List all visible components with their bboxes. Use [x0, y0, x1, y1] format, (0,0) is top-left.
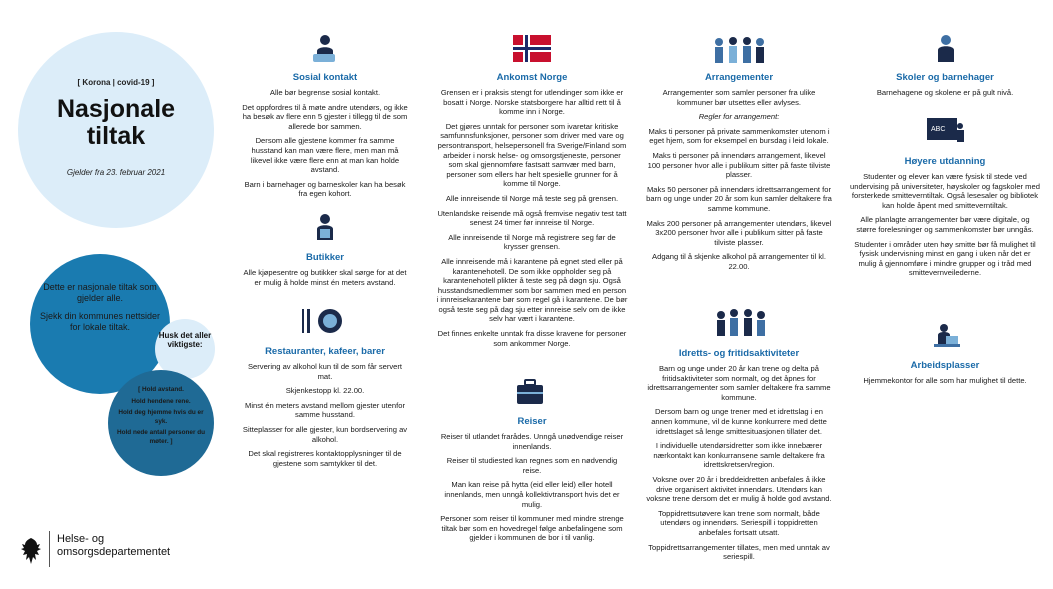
crowd-icon: [710, 34, 768, 64]
blackboard-text: ABC: [931, 126, 946, 133]
section-paragraph: Alle planlagte arrangementer bør være digitale, og større forelesninger og sammenkomster bør unngås.: [856, 215, 1034, 234]
section-title: Høyere utdanning: [904, 156, 986, 167]
section-title: Arbeidsplasser: [910, 360, 980, 371]
section-butikker: [240, 252, 410, 292]
section-paragraph: Toppidrettsutøvere kan trene som normalt, både utendørs og innendørs. Seriespill i toppidretten anbefales fortsatt utsatt.: [658, 508, 820, 537]
info-p2: Sjekk din kommunes nettsider for lokale tiltak.: [39, 311, 161, 332]
tips-list: [112, 386, 210, 449]
norway-flag-icon: [513, 35, 551, 62]
section-arbeidsplasser: [850, 360, 1040, 391]
section-paragraph: Dersom barn og unge trener med et idrettslag i en annen kommune, vil de kunne konkurrere med dette idrettslaget så lenge smittesituasjonen tillater det.: [651, 407, 827, 436]
section-paragraph: Studenter i områder uten høy smitte bør få mulighet til fysisk undervisning minst en gang i uken når det er mulig å gjennomføre i mindre grupper og i tråd med smittevernveilederne.: [854, 239, 1036, 278]
section-paragraph: Sitteplasser for alle gjester, kun bordservering av alkohol.: [242, 424, 408, 444]
section-ankomst-norge: [436, 72, 628, 353]
section-title: Restauranter, kafeer, barer: [265, 346, 385, 357]
info-p1: Dette er nasjonale tiltak som gjelder alle.: [43, 282, 157, 303]
section-title: Sosial kontakt: [292, 72, 358, 83]
section-hoyere-utdanning: [850, 156, 1040, 283]
section-paragraph: Utenlandske reisende må også fremvise negativ test tatt senest 24 timer før innreise til Norge.: [437, 208, 627, 228]
section-paragraph: Grensen er i praksis stengt for utlendinger som ikke er bosatt i Norge. Norske statsborgere har alltid rett til å komme inn i Norge.: [440, 88, 624, 117]
section-paragraph: Minst én meters avstand mellom gjester utenfor samme husstand.: [245, 400, 405, 420]
tip-item: [ Hold avstand.: [138, 386, 184, 393]
child-icon: [932, 32, 960, 64]
team-icon: [712, 306, 770, 338]
section-arrangementer: [646, 72, 832, 277]
logo-divider: [49, 531, 50, 567]
section-title: Ankomst Norge: [496, 72, 568, 83]
section-paragraph: Hjemmekontor for alle som har mulighet til dette.: [863, 376, 1027, 385]
section-paragraph: Studenter og elever kan være fysisk til stede ved undervising på universiteter, høyskoler og fagskoler med forsterkede smitteverntiltak. Også lesesaler og bibliotek kan holde åpent med smitteverntiltak.: [850, 172, 1040, 210]
section-paragraph: Maks ti personer på private sammenkomster utenom i eget hjem, som for eksempel en bursdag i leid lokale.: [648, 126, 830, 146]
section-title: Skoler og barnehager: [896, 72, 994, 83]
section-paragraph: Barn og unge under 20 år kan trene og delta på fritidsaktiviteter som normalt, og det åpnes for idrettsarrangementer som samler deltakere fra samme kommune.: [647, 364, 831, 402]
section-paragraph: Det gjøres unntak for personer som ivaretar kritiske samfunnsfunksjoner, personer som driver med vare og persontransport, helsepersonell fra Sverige/Finland som arbeider i norsk helse- og omsorgstjeneste, personer som skal gjennomføre fastsatt samvær med barn, personer som ellers har helt spesielle grunner for å komme til Norge.: [437, 121, 627, 189]
blackboard-icon: [926, 116, 966, 144]
section-paragraph: Dersom alle gjestene kommer fra samme husstand kan man være flere, men man må likevel ikke være flere enn at man kan holde avstand.: [250, 136, 400, 175]
section-paragraph: Det oppfordres til å møte andre utendørs, og ikke ha besøk av flere enn 5 gjester i tillegg til de som allerede bor sammen.: [242, 102, 408, 131]
section-idrett: [646, 348, 832, 567]
section-restauranter: [240, 346, 410, 473]
section-title: Butikker: [305, 252, 344, 263]
section-paragraph: Alle innreisende til Norge må registrere seg før de krysser grensen.: [448, 232, 616, 252]
valid-from: Gjelder fra 23. februar 2021: [66, 168, 166, 177]
shopper-icon: [311, 212, 339, 242]
suitcase-icon: [515, 378, 545, 406]
page-title-line1: Nasjonale: [56, 95, 176, 123]
section-paragraph: I individuelle utendørsidretter som ikke innebærer nærkontakt kan konkurransene samle deltakere fra idrettskretsen/region.: [653, 441, 825, 470]
tip-item: Hold nede antall personer du møter. ]: [116, 429, 206, 445]
tip-item: Hold deg hjemme hvis du er syk.: [118, 409, 204, 425]
remember-label: Husk det aller viktigste:: [158, 331, 212, 349]
section-paragraph: Arrangementer som samler personer fra ulike kommuner bør utsettes eller avlyses.: [662, 88, 816, 107]
page-title: [18, 96, 214, 150]
section-paragraph: Alle kjøpesentre og butikker skal sørge for at det er mulig å holde minst én meters avstand.: [243, 268, 407, 287]
section-paragraph: Det finnes enkelte unntak fra disse kravene for personer som ankommer Norge.: [437, 329, 627, 348]
info-text: [34, 282, 166, 340]
ministry-line2: omsorgsdepartementet: [57, 546, 171, 558]
cutlery-plate-icon: [298, 306, 348, 336]
section-paragraph: Alle bør begrense sosial kontakt.: [269, 88, 381, 97]
section-reiser: [440, 416, 624, 548]
section-paragraph: Maks 200 personer på arrangementer utendørs, likevel 3x200 personer hvor alle i publikum sitter på faste tilviste plasser.: [646, 218, 832, 247]
section-paragraph: Alle innreisende til Norge må teste seg på grensen.: [445, 193, 619, 203]
section-paragraph: Voksne over 20 år i breddeidretten anbefales å ikke drive organisert aktivitet innendørs. Utendørs kan voksne trene dersom det er mulig å holde god avstand.: [646, 474, 832, 504]
section-paragraph: Toppidrettsarrangementer tillates, men med unntak av seriespill.: [648, 542, 830, 562]
section-paragraph: Servering av alkohol kun til de som får servert mat.: [247, 362, 403, 381]
section-paragraph: Personer som reiser til kommuner med mindre strenge tiltak bør som en hovedregel følge anbefalingene som gjelder i kommunen de bor i til vanlig.: [440, 514, 624, 543]
section-title: Idretts- og fritidsaktiviteter: [678, 348, 800, 359]
section-paragraph: Adgang til å skjenke alkohol på arrangementer til kl. 22.00.: [652, 252, 826, 271]
section-sosial-kontakt: [240, 72, 410, 204]
topic-tag: [ Korona | covid-19 ]: [77, 78, 155, 87]
section-paragraph: Barn i barnehager og barneskoler kan ha besøk fra egen kohort.: [244, 179, 406, 199]
ministry-logo-text: [57, 533, 170, 559]
section-paragraph: Reiser til studiested kan regnes som en nødvendig reise.: [446, 456, 618, 475]
ministry-line1: Helse- og: [57, 533, 105, 545]
section-title: Reiser: [517, 416, 547, 427]
coat-of-arms-icon: [17, 536, 45, 566]
section-paragraph: Maks ti personer på innendørs arrangement, likevel 100 personer hvor alle i publikum sitter på faste tilviste plasser.: [647, 150, 831, 180]
section-paragraph: Skjenkestopp kl. 22.00.: [285, 386, 365, 396]
tip-item: Hold hendene rene.: [131, 397, 191, 405]
section-skoler: [850, 72, 1040, 103]
home-office-icon: [932, 322, 962, 350]
page-title-line2: tiltak: [86, 122, 146, 150]
section-paragraph: Maks 50 personer på innendørs idrettsarrangement for barn og unge under 20 år som kun samler deltakere fra samme kommune.: [646, 184, 832, 213]
section-paragraph: Alle innreisende må i karantene på egnet sted eller på karantenehotell. De som ikke oppholder seg på karantenehotell plikter å teste seg på døgn sju. Også husstandsmedlemmer som bor sammen med en person i innreisekarantene bør som regel gå i karantene. De bør også teste seg på dag sju etter innreise selv om de ikke selv har vært i karantene.: [436, 256, 628, 324]
rules-label: Regler for arrangement:: [698, 112, 780, 122]
section-paragraph: Barnehagene og skolene er på gult nivå.: [876, 88, 1014, 97]
people-couch-icon: [309, 32, 339, 64]
section-paragraph: Det skal registreres kontaktopplysninger til de gjestene som samtykker til det.: [248, 449, 402, 468]
section-paragraph: Reiser til utlandet frarådes. Unngå unødvendige reiser innenlands.: [440, 432, 624, 451]
section-paragraph: Man kan reise på hytta (eid eller leid) eller hotell innenlands, men unngå kollektivtransport hvis det er mulig.: [444, 480, 620, 509]
section-title: Arrangementer: [704, 72, 774, 83]
